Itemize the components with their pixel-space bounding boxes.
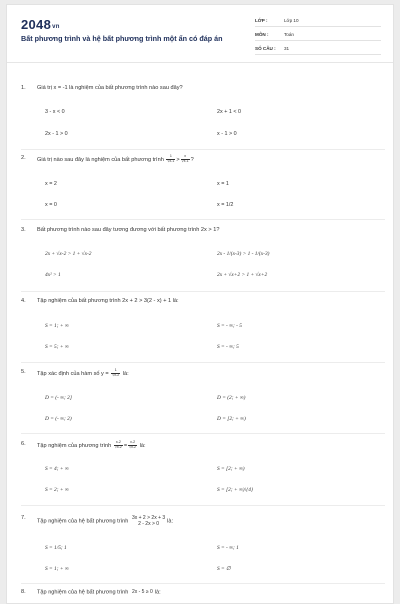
question-4: 4. Tập nghiệm của bất phương trình 2x + 2 > 3(2 - x) + 1 là: S = 1; + ∞ S = - ∞; - 5 S = 5; + ∞ S = - ∞; 5 xyxy=(21,298,385,312)
option-d[interactable]: S = ∅ xyxy=(217,566,231,572)
document-header xyxy=(7,5,393,63)
option-c[interactable]: 4x² > 1 xyxy=(45,272,61,278)
option-b[interactable]: S = - ∞; - 5 xyxy=(217,323,242,329)
option-c[interactable]: 2x - 1 > 0 xyxy=(45,131,68,137)
option-a[interactable]: x = 2 xyxy=(45,181,57,187)
option-a[interactable]: 2x + √x-2 > 1 + √x-2 xyxy=(45,251,92,257)
meta-subject: MÔN : Toán xyxy=(255,32,294,37)
option-d[interactable]: S = [2; + ∞)\{4} xyxy=(217,487,254,493)
question-text: Tập xác định của hàm số y = $\frac{1}{√x-2}$ là: xyxy=(37,368,129,377)
question-8: 8. Tập nghiệm của hệ bất phương trình 2x - 5 ≥ 0 là: xyxy=(21,589,161,596)
option-b[interactable]: 2x + 1 < 0 xyxy=(217,109,241,115)
question-text: Giá trị nào sau đây là nghiệm của bất phương trình $\frac{1}{√x-1}$ > $\frac{x}{√x-1}$ ? xyxy=(37,154,194,163)
option-c[interactable]: S = 2; + ∞ xyxy=(45,487,69,493)
question-text: Bất phương trình nào sau đây tương đương với bất phương trình 2x > 1? xyxy=(37,227,220,233)
option-a[interactable]: 3 - x < 0 xyxy=(45,109,65,115)
option-d[interactable]: 2x + √x+2 > 1 + √x+2 xyxy=(217,272,268,278)
option-d[interactable]: x - 1 > 0 xyxy=(217,131,237,137)
option-a[interactable]: S = 4; + ∞ xyxy=(45,466,69,472)
option-b[interactable]: D = (2; + ∞) xyxy=(217,395,246,401)
question-2: 2. Giá trị nào sau đây là nghiệm của bất phương trình $\frac{1}{√x-1}$ > $\frac{x}{√x-1}$ ? x = 2 x = 1 x = 0 x = 1/2 xyxy=(21,155,385,169)
option-b[interactable]: 2x - 1/(x-3) > 1 - 1/(x-3) xyxy=(217,251,270,257)
meta-question-count: SỐ CÂU : 31 xyxy=(255,46,290,51)
question-7: 7. Tập nghiệm của hệ bất phương trình 3x + 2 > 2x + 3 2 - 2x > 0 là: S = 1/5; 1 S = - ∞; 1 S = 1; + ∞ S = ∅ xyxy=(21,515,385,529)
question-6: 6. Tập nghiệm của phương trình $\frac{x-2}{√x-2}$ = $\frac{x-2}{√x-2}$ là: S = 4; + ∞ S = [2; + ∞) S = 2; + ∞ S = [2; + ∞)\{4} xyxy=(21,441,385,455)
question-text: Giá trị x = -1 là nghiệm của bất phương trình nào sau đây? xyxy=(37,85,183,91)
question-1: 1. Giá trị x = -1 là nghiệm của bất phương trình nào sau đây? 3 - x < 0 2x + 1 < 0 2x - 1 > 0 x - 1 > 0 xyxy=(21,85,385,99)
question-text: Tập nghiệm của hệ bất phương trình 2x - 5 ≥ 0 là: xyxy=(37,589,161,596)
option-c[interactable]: D = (- ∞; 2) xyxy=(45,416,72,422)
option-b[interactable]: S = [2; + ∞) xyxy=(217,466,245,472)
question-5: 5. Tập xác định của hàm số y = $\frac{1}{√x-2}$ là: D = (- ∞; 2] D = (2; + ∞) D = (- ∞; 2) D = [2; + ∞) xyxy=(21,369,385,383)
option-d[interactable]: x = 1/2 xyxy=(217,202,234,208)
question-3: 3. Bất phương trình nào sau đây tương đương với bất phương trình 2x > 1? 2x + √x-2 > 1 + √x-2 2x - 1/(x-3) > 1 - 1/(x-3) 4x² > 1 2x + √x+2 > 1 + √x+2 xyxy=(21,227,385,241)
document-page xyxy=(6,4,394,604)
option-a[interactable]: S = 1; + ∞ xyxy=(45,323,69,329)
option-d[interactable]: S = - ∞; 5 xyxy=(217,344,239,350)
option-c[interactable]: S = 1; + ∞ xyxy=(45,566,69,572)
option-a[interactable]: S = 1/5; 1 xyxy=(45,545,67,551)
inequality-system: 2x - 5 ≥ 0 xyxy=(131,589,153,595)
option-a[interactable]: D = (- ∞; 2] xyxy=(45,395,72,401)
question-text: Tập nghiệm của bất phương trình 2x + 2 > 3(2 - x) + 1 là: xyxy=(37,298,179,304)
option-b[interactable]: S = - ∞; 1 xyxy=(217,545,239,551)
option-c[interactable]: x = 0 xyxy=(45,202,57,208)
question-text: Tập nghiệm của hệ bất phương trình 3x + 2 > 2x + 3 2 - 2x > 0 là: xyxy=(37,515,174,527)
meta-class: LỚP : Lớp 10 xyxy=(255,18,299,23)
option-b[interactable]: x = 1 xyxy=(217,181,229,187)
document-title: Bất phương trình và hệ bất phương trình một ẩn có đáp án xyxy=(21,34,223,43)
question-text: Tập nghiệm của phương trình $\frac{x-2}{√x-2}$ = $\frac{x-2}{√x-2}$ là: xyxy=(37,440,146,449)
site-logo[interactable]: 2048vn xyxy=(21,17,60,32)
option-d[interactable]: D = [2; + ∞) xyxy=(217,416,246,422)
option-c[interactable]: S = 5; + ∞ xyxy=(45,344,69,350)
inequality-system: 3x + 2 > 2x + 3 2 - 2x > 0 xyxy=(131,515,166,527)
